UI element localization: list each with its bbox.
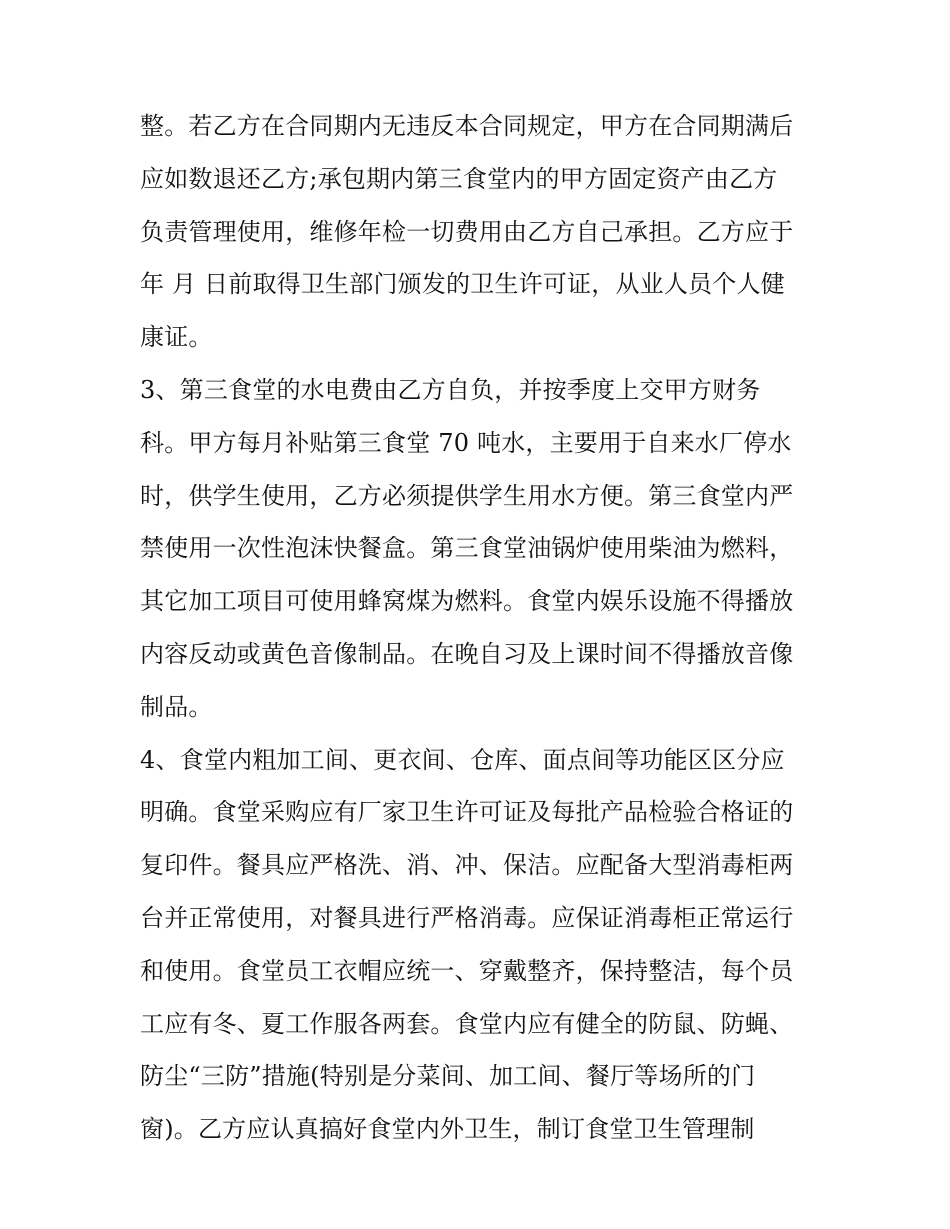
text-line: 制品。 — [140, 692, 213, 721]
text-line: 康证。 — [140, 323, 213, 352]
text-line: 内容反动或黄色音像制品。在晚自习及上课时间不得播放音像 — [140, 639, 794, 668]
text-line: 防尘“三防”措施(特别是分菜间、加工间、餐厅等场所的门 — [140, 1062, 756, 1091]
text-line: 台并正常使用，对餐具进行严格消毒。应保证消毒柜正常运行 — [140, 903, 794, 932]
text-line: 工应有冬、夏工作服各两套。食堂内应有健全的防鼠、防蝇、 — [140, 1009, 794, 1038]
text-line: 明确。食堂采购应有厂家卫生许可证及每批产品检验合格证的 — [140, 798, 794, 827]
text-line: 时，供学生使用，乙方必须提供学生用水方便。第三食堂内严 — [140, 481, 794, 510]
clause-3-first-line: 3、第三食堂的水电费由乙方自负，并按季度上交甲方财务 — [140, 375, 761, 404]
text-line: 负责管理使用，维修年检一切费用由乙方自己承担。乙方应于 — [140, 217, 794, 246]
text-line: 禁使用一次性泡沫快餐盒。第三食堂油锅炉使用柴油为燃料， — [140, 534, 794, 563]
text-line: 复印件。餐具应严格洗、消、冲、保洁。应配备大型消毒柜两 — [140, 851, 794, 880]
text-line: 整。若乙方在合同期内无违反本合同规定，甲方在合同期满后 — [140, 112, 794, 140]
contract-body-text — [140, 100, 830, 1156]
text-line: 其它加工项目可使用蜂窝煤为燃料。食堂内娱乐设施不得播放 — [140, 587, 794, 616]
text-line: 窗)。乙方应认真搞好食堂内外卫生，制订食堂卫生管理制 — [140, 1115, 755, 1144]
text-line: 科。甲方每月补贴第三食堂 70 吨水，主要用于自来水厂停水 — [140, 428, 792, 457]
text-line: 和使用。食堂员工衣帽应统一、穿戴整齐，保持整洁，每个员 — [140, 956, 794, 985]
clause-4-first-line: 4、食堂内粗加工间、更衣间、仓库、面点间等功能区区分应 — [140, 745, 785, 774]
text-line: 年 月 日前取得卫生部门颁发的卫生许可证，从业人员个人健 — [140, 270, 785, 299]
text-line: 应如数退还乙方;承包期内第三食堂内的甲方固定资产由乙方 — [140, 164, 778, 193]
